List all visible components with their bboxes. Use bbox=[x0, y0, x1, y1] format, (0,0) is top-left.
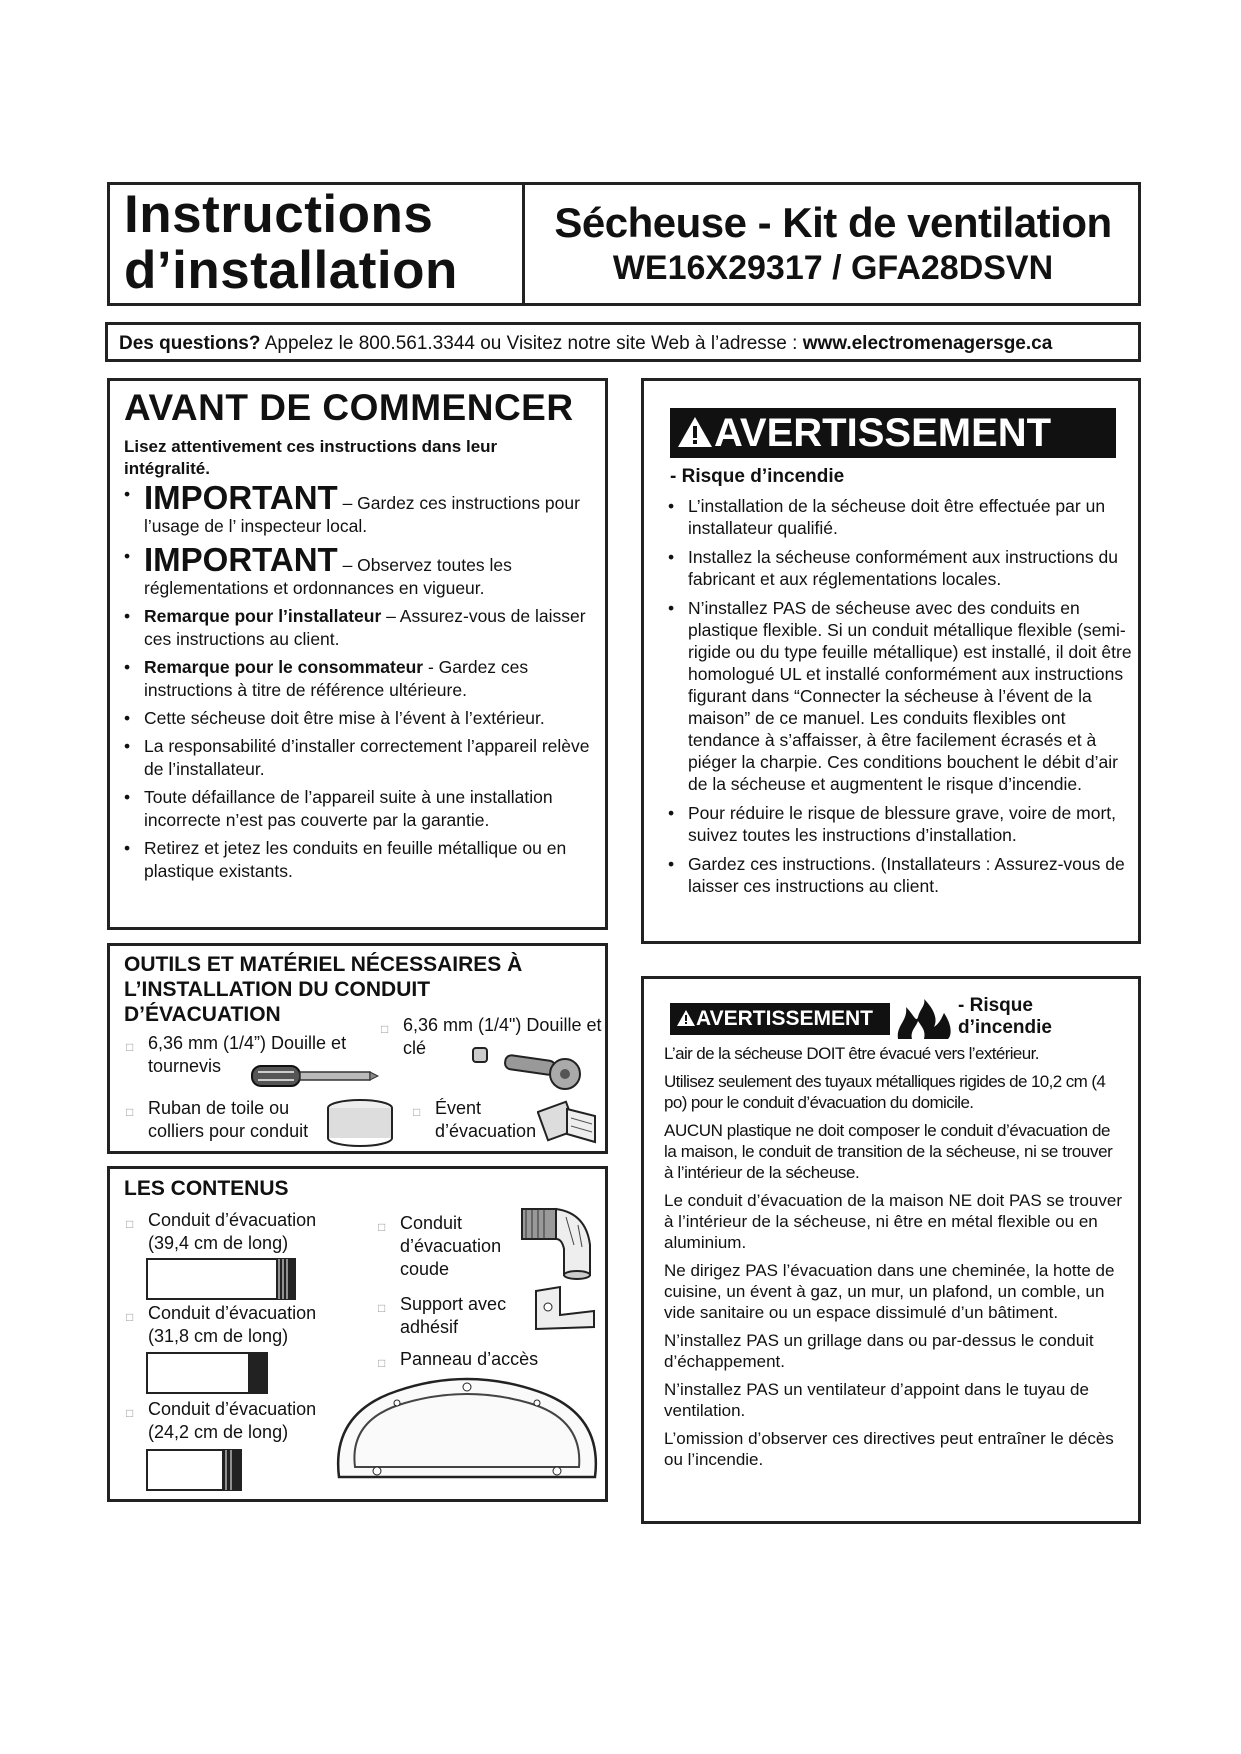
avant-list bbox=[124, 479, 594, 883]
warning-triangle-icon bbox=[676, 1009, 696, 1027]
avant-item-important2 bbox=[124, 541, 594, 600]
warning-box-2 bbox=[641, 976, 1141, 1524]
warning1-item: • Gardez ces instructions. (Installateurs : Assurez-vous de laisser ces instructions au client. bbox=[666, 853, 1134, 897]
tape-icon bbox=[325, 1098, 395, 1148]
contents-item-elbow: □ Conduit d’évacuation coude bbox=[400, 1212, 520, 1281]
avant-intro: Lisez attentivement ces instructions dans leur intégralité. bbox=[124, 437, 498, 478]
avant-title: AVANT DE COMMENCER bbox=[124, 387, 574, 428]
warning2-body bbox=[664, 1043, 1124, 1470]
socket-wrench-icon bbox=[465, 1046, 590, 1096]
vent-hood-icon bbox=[537, 1094, 602, 1146]
contact-label: Des questions? bbox=[119, 333, 261, 354]
outils-title: OUTILS ET MATÉRIEL NÉCESSAIRES À L’INSTALLATION DU CONDUIT D’ÉVACUATION bbox=[124, 953, 523, 1026]
access-panel-icon bbox=[327, 1373, 607, 1493]
note2-label: Remarque pour le consommateur bbox=[144, 657, 424, 677]
note1-label: Remarque pour l’installateur bbox=[144, 606, 382, 626]
warning1-item: • L’installation de la sécheuse doit être effectuée par un installateur qualifié. bbox=[666, 495, 1134, 539]
avant-item: • Toute défaillance de l’appareil suite à une installation incorrecte n’est pas couverte par la garantie. bbox=[124, 786, 594, 832]
duct-long-icon bbox=[146, 1258, 296, 1300]
header-box bbox=[107, 182, 1141, 306]
warning1-item: • Installez la sécheuse conformément aux instructions du fabricant et aux réglementations locales. bbox=[666, 546, 1134, 590]
outils-box bbox=[107, 943, 608, 1154]
warning2-p3: AUCUN plastique ne doit composer le conduit d’évacuation de la maison, le conduit de transition de la sécheuse, ni se trouver à l’intérieur de la sécheuse. bbox=[664, 1121, 1113, 1182]
tool-item-vent: □ Évent d’évacuation bbox=[435, 1097, 545, 1143]
note1-text: – Assurez-vous de laisser ces instructions au client. bbox=[144, 606, 586, 649]
important1-label: IMPORTANT bbox=[144, 479, 338, 516]
duct-short-icon bbox=[146, 1449, 242, 1491]
warning-triangle-icon bbox=[676, 415, 714, 449]
note2-text: - Gardez ces instructions à titre de référence ultérieure. bbox=[144, 657, 529, 700]
warning1-subtitle: - Risque d’incendie bbox=[670, 466, 845, 487]
warning2-subtitle: - Risque d’incendie bbox=[958, 995, 1052, 1038]
website-link[interactable]: www.electromenagersge.ca bbox=[802, 333, 1053, 354]
important2-text: – Observez toutes les réglementations et ordonnances en vigueur. bbox=[144, 555, 512, 598]
warning-title-1: AVERTISSEMENT bbox=[714, 411, 1052, 455]
model-number: WE16X29317 / GFA28DSVN bbox=[612, 249, 1054, 287]
contenus-box bbox=[107, 1166, 608, 1502]
contents-item-bracket: □ Support avec adhésif bbox=[400, 1293, 520, 1339]
warning-title-2: AVERTISSEMENT bbox=[696, 1007, 873, 1030]
elbow-duct-icon bbox=[514, 1205, 599, 1285]
warning-box-1 bbox=[641, 378, 1141, 944]
bracket-icon bbox=[530, 1285, 600, 1333]
avant-item-note1 bbox=[124, 605, 594, 651]
tool-item-tape: □ Ruban de toile ou colliers pour conduit bbox=[148, 1097, 328, 1143]
contact-bar bbox=[105, 322, 1141, 362]
avant-item-note2 bbox=[124, 656, 594, 702]
warning1-list bbox=[666, 495, 1134, 904]
avant-box bbox=[107, 378, 608, 930]
warning2-p5: Ne dirigez PAS l’évacuation dans une cheminée, la hotte de cuisine, un évent à gaz, un mur, un plafond, un comble, un vide sanitaire ou un espace dissimulé d’un bâtiment. bbox=[664, 1261, 1115, 1322]
avant-item: • Retirez et jetez les conduits en feuille métallique ou en plastique existants. bbox=[124, 837, 594, 883]
contents-item-duct-39: □ Conduit d’évacuation (39,4 cm de long) bbox=[148, 1209, 348, 1255]
warning2-p2: Utilisez seulement des tuyaux métalliques rigides de 10,2 cm (4 po) pour le conduit d’évacuation du domicile. bbox=[664, 1072, 1106, 1112]
warning2-p6: N’installez PAS un grillage dans ou par-dessus le conduit d’échappement. bbox=[664, 1331, 1094, 1371]
warning2-p1: L’air de la sécheuse DOIT être évacué vers l’extérieur. bbox=[664, 1044, 1039, 1063]
doc-title-line2: d’installation bbox=[124, 241, 458, 300]
warning2-p7: N’installez PAS un ventilateur d’appoint dans le tuyau de ventilation. bbox=[664, 1380, 1089, 1420]
contenus-title: LES CONTENUS bbox=[124, 1177, 289, 1200]
fire-icon bbox=[894, 997, 954, 1041]
avant-item: • La responsabilité d’installer correctement l’appareil relève de l’installateur. bbox=[124, 735, 594, 781]
contents-item-access-panel: □ Panneau d’accès bbox=[400, 1348, 580, 1371]
contents-item-duct-24: □ Conduit d’évacuation (24,2 cm de long) bbox=[148, 1398, 348, 1444]
avant-item-important1 bbox=[124, 479, 594, 538]
warning1-item: • Pour réduire le risque de blessure grave, voire de mort, suivez toutes les instructions d’installation. bbox=[666, 802, 1134, 846]
warning2-p8: L’omission d’observer ces directives peut entraîner le décès ou l’incendie. bbox=[664, 1429, 1114, 1469]
tool-item-socket-screwdriver: □ 6,36 mm (1/4”) Douille et tournevis bbox=[148, 1032, 378, 1078]
duct-medium-icon bbox=[146, 1352, 268, 1394]
important2-label: IMPORTANT bbox=[144, 541, 338, 578]
warning2-p4: Le conduit d’évacuation de la maison NE doit PAS se trouver à l’intérieur de la sécheuse, ni être en métal flexible ou en aluminium. bbox=[664, 1191, 1123, 1252]
warning-header-2 bbox=[670, 1003, 890, 1035]
important1-text: – Gardez ces instructions pour l’usage de l’ inspecteur local. bbox=[144, 493, 580, 536]
screwdriver-icon bbox=[250, 1058, 380, 1094]
avant-item: • Cette sécheuse doit être mise à l’évent à l’extérieur. bbox=[124, 707, 594, 730]
tool-item-socket-wrench: □ 6,36 mm (1/4") Douille et clé bbox=[403, 1014, 603, 1060]
warning-header-1 bbox=[670, 408, 1116, 458]
product-name: Sécheuse - Kit de ventilation bbox=[554, 199, 1112, 246]
doc-title-line1: Instructions bbox=[124, 185, 434, 244]
doc-title bbox=[124, 187, 504, 299]
warning1-item: • N’installez PAS de sécheuse avec des conduits en plastique flexible. Si un conduit métallique flexible (semi-rigide ou du type feuille métallique) est installé, il doit être homologué UL et installé conformément aux instructions figurant dans “Connecter la sécheuse à l’évent de la maison” de ce manuel. Les conduits flexibles ont tendance à s’affaisser, à être facilement écrasés et à piéger la charpie. Ces conditions bouchent le débit d’air de la sécheuse et augmentent le risque d’incendie. bbox=[666, 597, 1134, 795]
header-divider bbox=[522, 185, 525, 303]
contents-item-duct-31: □ Conduit d’évacuation (31,8 cm de long) bbox=[148, 1302, 348, 1348]
contact-text: Appelez le 800.561.3344 ou Visitez notre site Web à l’adresse : bbox=[264, 333, 798, 354]
